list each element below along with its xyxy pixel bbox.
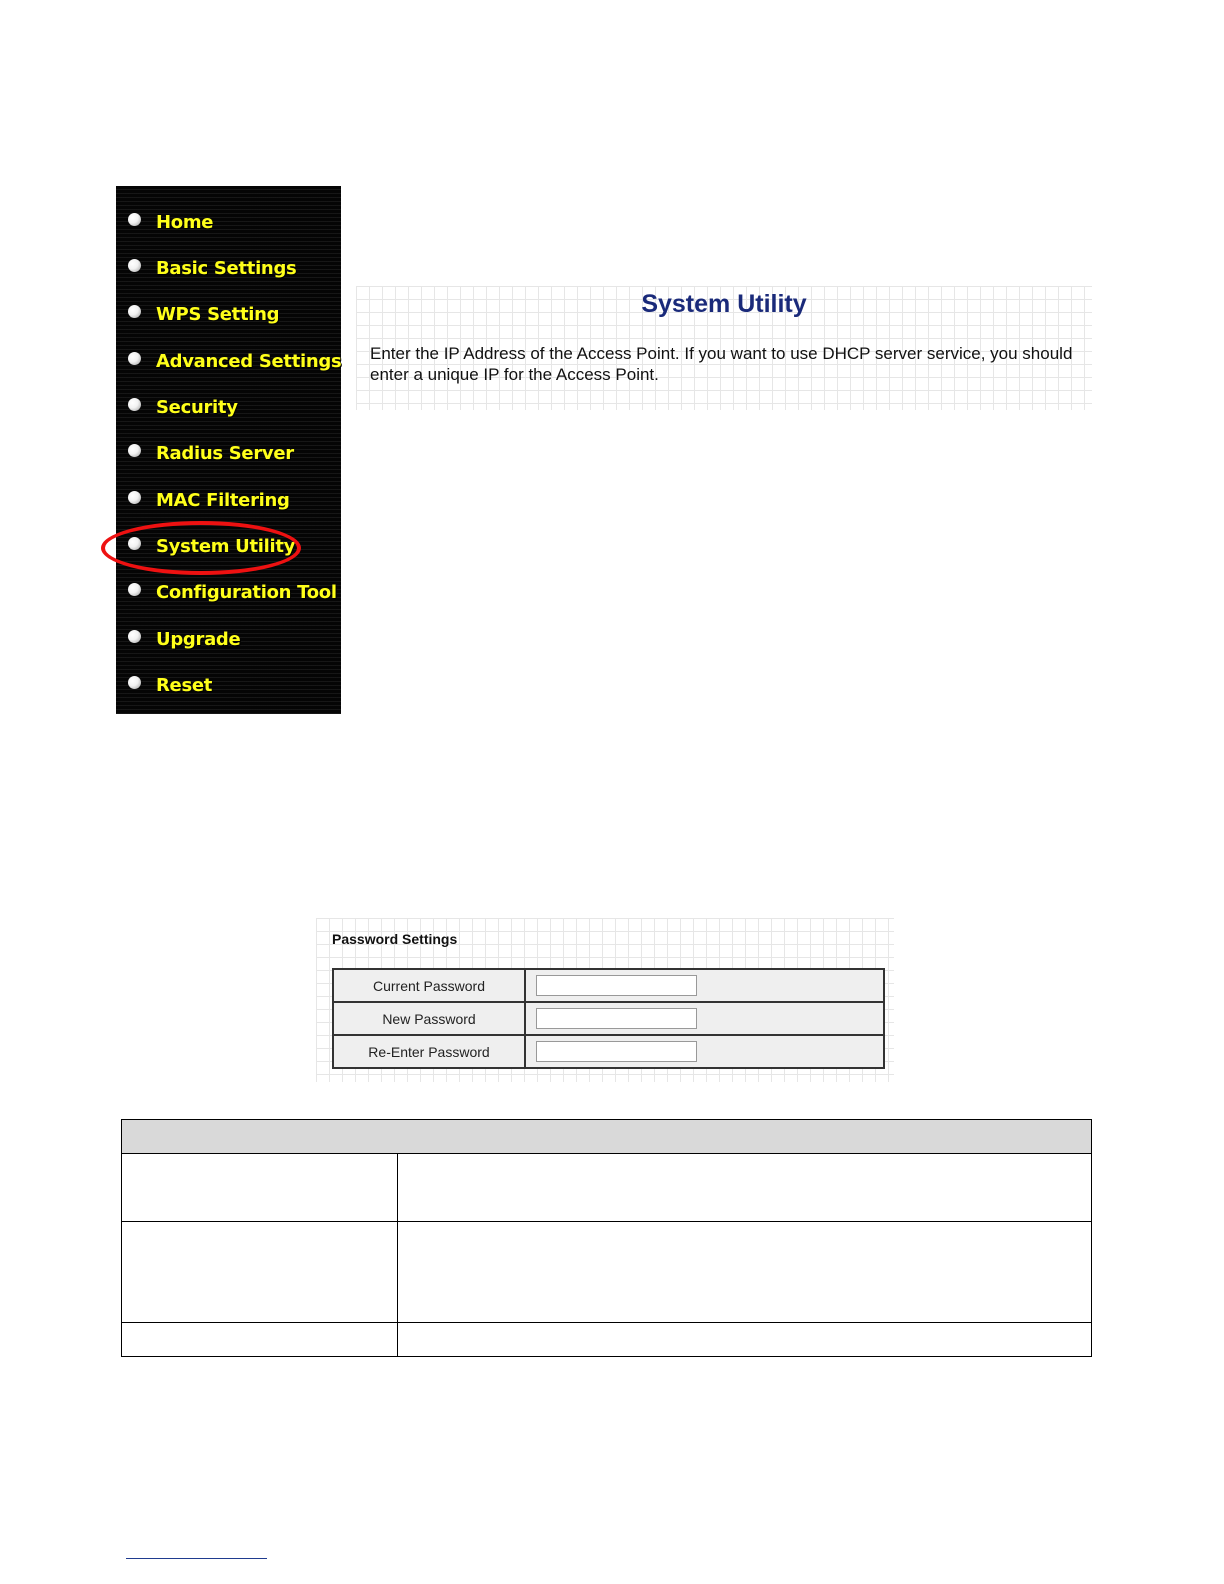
bullet-icon <box>128 305 141 318</box>
sidebar-item-label: Home <box>156 211 214 233</box>
bullet-icon <box>128 537 141 550</box>
bullet-icon <box>128 213 141 226</box>
bullet-icon <box>128 583 141 596</box>
sidebar-item-radius-server[interactable] <box>128 438 338 468</box>
table-header-row <box>122 1120 1092 1154</box>
sidebar-item-label: System Utility <box>156 535 296 557</box>
sidebar-item-label: Radius Server <box>156 442 294 464</box>
sidebar-item-home[interactable] <box>128 207 338 237</box>
password-table <box>332 968 885 1069</box>
sidebar-item-security[interactable] <box>128 392 338 422</box>
current-password-input[interactable] <box>536 975 697 996</box>
new-password-input[interactable] <box>536 1008 697 1029</box>
reenter-password-input[interactable] <box>536 1041 697 1062</box>
bullet-icon <box>128 259 141 272</box>
sidebar-nav <box>116 186 341 714</box>
sidebar-item-configuration-tool[interactable] <box>128 577 338 607</box>
reenter-password-label: Re-Enter Password <box>333 1035 525 1068</box>
sidebar-item-upgrade[interactable] <box>128 624 338 654</box>
sidebar-item-mac-filtering[interactable] <box>128 485 338 515</box>
sidebar-item-label: Reset <box>156 674 213 696</box>
bullet-icon <box>128 398 141 411</box>
bullet-icon <box>128 630 141 643</box>
current-password-label: Current Password <box>333 969 525 1002</box>
page-title: System Utility <box>641 290 807 318</box>
table-row <box>122 1323 1092 1357</box>
description-table <box>121 1119 1092 1357</box>
sidebar-item-label: Upgrade <box>156 628 241 650</box>
bullet-icon <box>128 491 141 504</box>
system-utility-panel <box>356 286 1092 410</box>
footer-divider <box>126 1558 267 1559</box>
page-description: Enter the IP Address of the Access Point. If you want to use DHCP server service, you should enter a unique IP for the Access Point. <box>370 344 1073 384</box>
sidebar-item-label: Basic Settings <box>156 257 297 279</box>
sidebar-item-basic-settings[interactable] <box>128 253 338 283</box>
sidebar-item-advanced-settings[interactable] <box>128 346 342 376</box>
sidebar-item-label: WPS Setting <box>156 303 280 325</box>
table-row <box>333 1002 884 1035</box>
password-settings-panel <box>316 918 894 1082</box>
sidebar-item-wps-setting[interactable] <box>128 299 338 329</box>
table-row <box>333 1035 884 1068</box>
bullet-icon <box>128 352 141 365</box>
sidebar-item-label: Security <box>156 396 238 418</box>
table-row <box>333 969 884 1002</box>
section-title: Password Settings <box>332 931 458 947</box>
bullet-icon <box>128 444 141 457</box>
new-password-label: New Password <box>333 1002 525 1035</box>
sidebar-item-label: Configuration Tool <box>156 581 337 603</box>
table-row <box>122 1154 1092 1222</box>
bullet-icon <box>128 676 141 689</box>
table-row <box>122 1222 1092 1323</box>
sidebar-item-label: MAC Filtering <box>156 489 290 511</box>
sidebar-item-system-utility[interactable] <box>128 531 338 561</box>
sidebar-item-reset[interactable] <box>128 670 338 700</box>
sidebar-item-label: Advanced Settings <box>156 350 342 372</box>
